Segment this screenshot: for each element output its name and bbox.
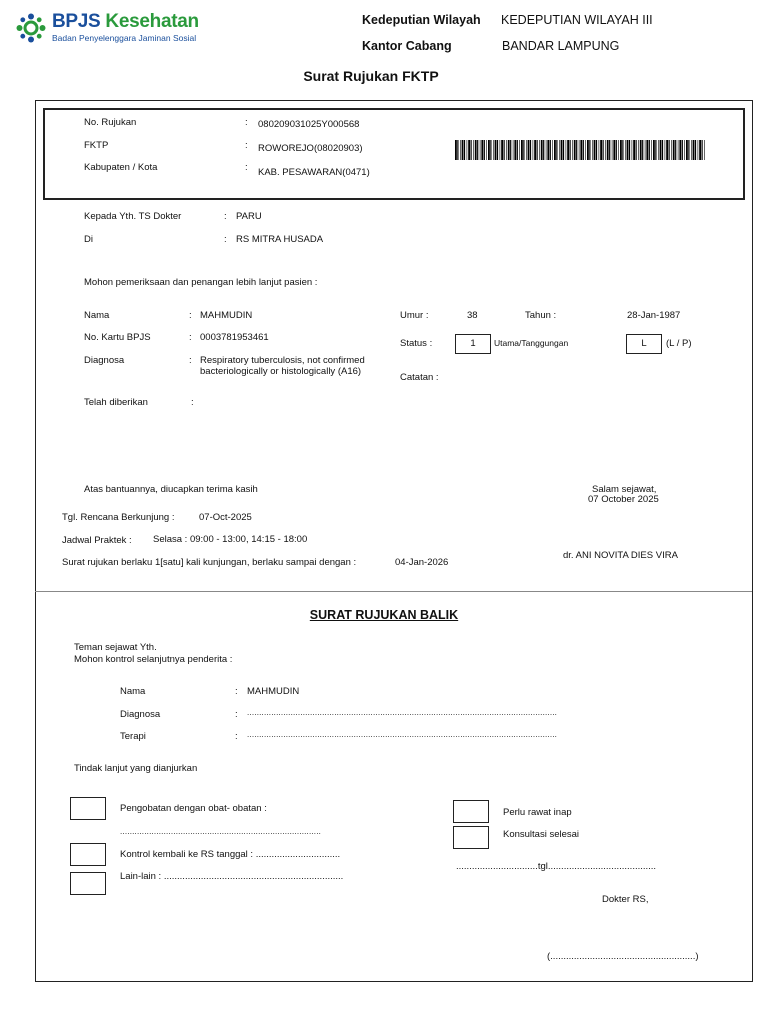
dokter-rs-label: Dokter RS, [602, 894, 649, 905]
kantor-value: BANDAR LAMPUNG [502, 39, 620, 53]
colon: : [245, 140, 248, 151]
mohon-text: Mohon kontrol selanjutnya penderita : [74, 654, 233, 665]
jadwal-value: Selasa : 09:00 - 13:00, 14:15 - 18:00 [153, 534, 308, 545]
sex-box: L [626, 334, 662, 354]
fktp-value: ROWOREJO(08020903) [258, 143, 363, 154]
colon: : [235, 709, 238, 720]
jadwal-label: Jadwal Praktek : [62, 535, 132, 546]
sex-desc: (L / P) [666, 338, 692, 349]
terapi-dots: ................................................................................................................................ [247, 730, 558, 739]
rawat-inap-label: Perlu rawat inap [503, 807, 572, 818]
balik-diagnosa-label: Diagnosa [120, 709, 161, 720]
section-divider [35, 591, 752, 592]
colon: : [189, 332, 192, 343]
pengobatan-checkbox[interactable] [70, 797, 106, 820]
catatan-label: Catatan : [400, 372, 439, 383]
status-label: Status : [400, 338, 433, 349]
konsultasi-label: Konsultasi selesai [503, 829, 580, 840]
kartu-value: 0003781953461 [200, 332, 269, 343]
colon: : [245, 162, 248, 173]
bpjs-logo [14, 10, 214, 50]
letter-date: 07 October 2025 [588, 494, 659, 505]
rawat-inap-checkbox[interactable] [453, 800, 489, 823]
colon: : [245, 117, 248, 128]
page-title: Surat Rujukan FKTP [303, 68, 439, 84]
konsultasi-checkbox[interactable] [453, 826, 489, 849]
kabupaten-label: Kabupaten / Kota [84, 162, 158, 173]
signature-line: (.......................................................) [547, 951, 699, 962]
lain-label: Lain-lain : .................................................................... [120, 871, 344, 882]
nama-label: Nama [84, 310, 110, 321]
thanks-text: Atas bantuannya, diucapkan terima kasih [84, 484, 258, 495]
lain-checkbox[interactable] [70, 872, 106, 895]
balik-diagnosa-dots: ................................................................................................................................ [247, 708, 558, 717]
teman-text: Teman sejawat Yth. [74, 642, 157, 653]
pengobatan-dots: ................................................................................... [120, 827, 322, 836]
diagnosa-label: Diagnosa [84, 355, 125, 366]
colon: : [189, 355, 192, 366]
fktp-label: FKTP [84, 140, 109, 151]
no-rujukan-value: 080209031025Y000568 [258, 119, 360, 130]
colon: : [235, 686, 238, 697]
balik-nama-label: Nama [120, 686, 146, 697]
balik-nama-value: MAHMUDIN [247, 686, 300, 697]
kantor-label: Kantor Cabang [362, 39, 452, 53]
logo-subtitle: Badan Penyelenggara Jaminan Sosial [52, 33, 197, 43]
rencana-value: 07-Oct-2025 [199, 512, 252, 523]
status-desc: Utama/Tanggungan [494, 338, 569, 348]
diagnosa-line-2: bacteriologically or histologically (A16) [200, 366, 362, 377]
colon: : [224, 234, 227, 245]
kepada-value: PARU [236, 211, 262, 222]
logo-title: BPJS Kesehatan [52, 11, 199, 32]
colon: : [235, 731, 238, 742]
umur-label: Umur : [400, 310, 429, 321]
tahun-label: Tahun : [525, 310, 557, 321]
tahun-value: 28-Jan-1987 [627, 310, 681, 321]
tindak-text: Tindak lanjut yang dianjurkan [74, 763, 198, 774]
kartu-label: No. Kartu BPJS [84, 332, 151, 343]
tgl-line: ...............................tgl......................................... [456, 861, 657, 872]
doctor-name: dr. ANI NOVITA DIES VIRA [563, 550, 678, 561]
pengobatan-label: Pengobatan dengan obat- obatan : [120, 803, 267, 814]
kabupaten-value: KAB. PESAWARAN(0471) [258, 167, 370, 178]
salam-text: Salam sejawat, [592, 484, 657, 495]
colon: : [191, 397, 194, 408]
rencana-label: Tgl. Rencana Berkunjung : [62, 512, 175, 523]
kontrol-checkbox[interactable] [70, 843, 106, 866]
kepada-label: Kepada Yth. TS Dokter [84, 211, 182, 222]
barcode [455, 140, 705, 160]
balik-title: SURAT RUJUKAN BALIK [309, 608, 459, 622]
berlaku-text: Surat rujukan berlaku 1[satu] kali kunjungan, berlaku sampai dengan : [62, 557, 357, 568]
bpjs-logo-icon [16, 13, 46, 43]
colon: : [189, 310, 192, 321]
diberikan-label: Telah diberikan [84, 397, 148, 408]
umur-value: 38 [467, 310, 478, 321]
di-label: Di [84, 234, 93, 245]
kontrol-label: Kontrol kembali ke RS tanggal : ................................ [120, 849, 341, 860]
no-rujukan-label: No. Rujukan [84, 117, 137, 128]
diagnosa-line-1: Respiratory tuberculosis, not confirmed [200, 355, 365, 366]
kedeputian-value: KEDEPUTIAN WILAYAH III [501, 13, 653, 27]
patient-intro: Mohon pemeriksaan dan penangan lebih lanjut pasien : [84, 277, 318, 288]
terapi-label: Terapi [120, 731, 146, 742]
status-box: 1 [455, 334, 491, 354]
berlaku-value: 04-Jan-2026 [395, 557, 449, 568]
di-value: RS MITRA HUSADA [236, 234, 324, 245]
colon: : [224, 211, 227, 222]
kedeputian-label: Kedeputian Wilayah [362, 13, 481, 27]
nama-value: MAHMUDIN [200, 310, 253, 321]
